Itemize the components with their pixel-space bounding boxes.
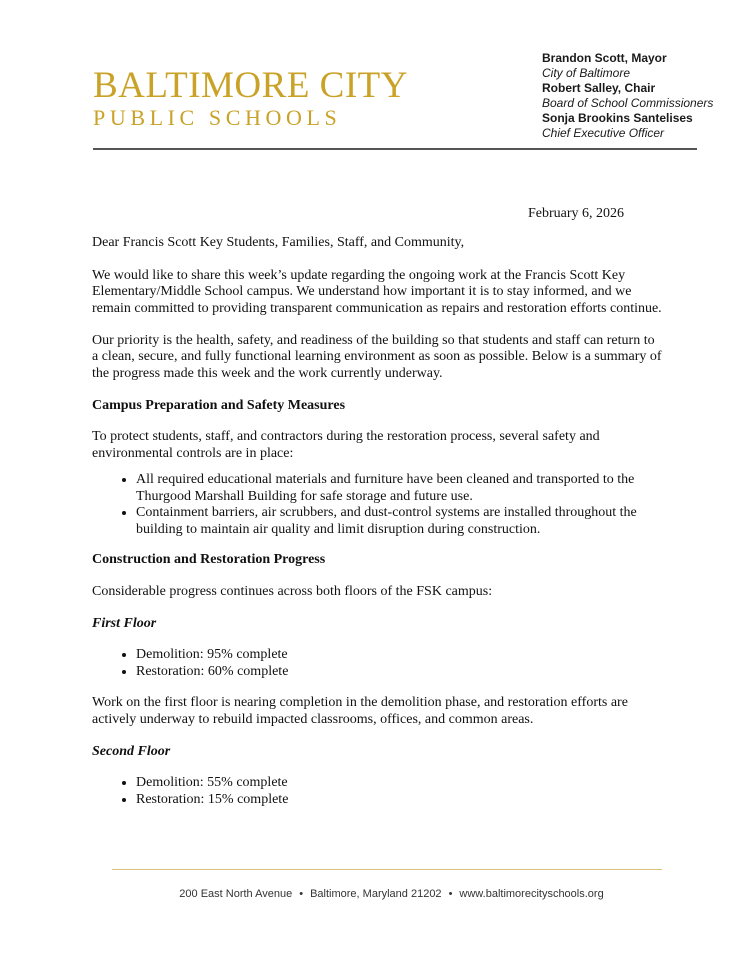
letter-body [92, 235, 662, 823]
official-name: Brandon Scott, Mayor [542, 51, 667, 65]
official-title: Chief Executive Officer [542, 126, 665, 140]
footer-divider [112, 869, 662, 870]
official-name: Robert Salley, Chair [542, 81, 656, 95]
intro-paragraph: We would like to share this week’s update regarding the ongoing work at the Francis Scott Key Elementary/Middle School campus. We understand how important it is to stay informed, and we remain committed to providing transparent communication as repairs and restoration efforts continue. [92, 267, 662, 316]
subheading-second-floor: Second Floor [92, 743, 171, 759]
footer [0, 888, 750, 900]
safety-list [92, 472, 662, 538]
list-item: • All required educational materials and furniture have been cleaned and transported to the Thurgood Marshall Building for safe storage and future use. [136, 472, 662, 505]
section-heading-safety: Campus Preparation and Safety Measures [92, 397, 346, 413]
footer-separator: • [448, 888, 453, 900]
footer-separator: • [299, 888, 304, 900]
header-divider [93, 148, 697, 150]
progress-intro: Considerable progress continues across both floors of the FSK campus: [92, 583, 493, 599]
first-floor-note: Work on the first floor is nearing completion in the demolition phase, and restoration efforts are actively underway to rebuild impacted classrooms, offices, and common areas. [92, 695, 628, 727]
official-title: Board of School Commissioners [542, 96, 714, 110]
list-item: • Demolition: 55% complete [136, 775, 662, 792]
subheading-first-floor: First Floor [92, 615, 157, 631]
second-floor-list [92, 775, 662, 808]
intro-paragraph: Our priority is the health, safety, and readiness of the building so that students and staff can return to a clean, secure, and fully functional learning environment as soon as possible. Below is a summary of the progress made this week and the work currently underway. [92, 332, 662, 381]
list-item: • Restoration: 60% complete [136, 664, 662, 681]
officials-block [542, 51, 713, 141]
footer-city: Baltimore, Maryland 21202 [310, 888, 442, 900]
list-item: • Demolition: 95% complete [136, 647, 662, 664]
letter-date: February 6, 2026 [528, 206, 625, 221]
footer-address: 200 East North Avenue [179, 888, 293, 900]
official-title: City of Baltimore [542, 66, 631, 80]
footer-website[interactable]: www.baltimorecityschools.org [459, 888, 604, 900]
section-heading-progress: Construction and Restoration Progress [92, 552, 326, 567]
salutation: Dear Francis Scott Key Students, Families, Staff, and Community, [92, 235, 465, 250]
first-floor-list [92, 647, 662, 680]
safety-intro: To protect students, staff, and contractors during the restoration process, several safety and environmental controls are in place: [92, 429, 600, 461]
list-item: • Restoration: 15% complete [136, 792, 662, 809]
logo-line-2: PUBLIC SCHOOLS [93, 105, 342, 130]
list-item: • Containment barriers, air scrubbers, and dust-control systems are installed throughout the building to maintain air quality and limit disruption during construction. [136, 505, 662, 538]
district-logo [93, 66, 408, 131]
official-name: Sonja Brookins Santelises [542, 111, 693, 125]
logo-line-1: BALTIMORE CITY [93, 65, 408, 106]
